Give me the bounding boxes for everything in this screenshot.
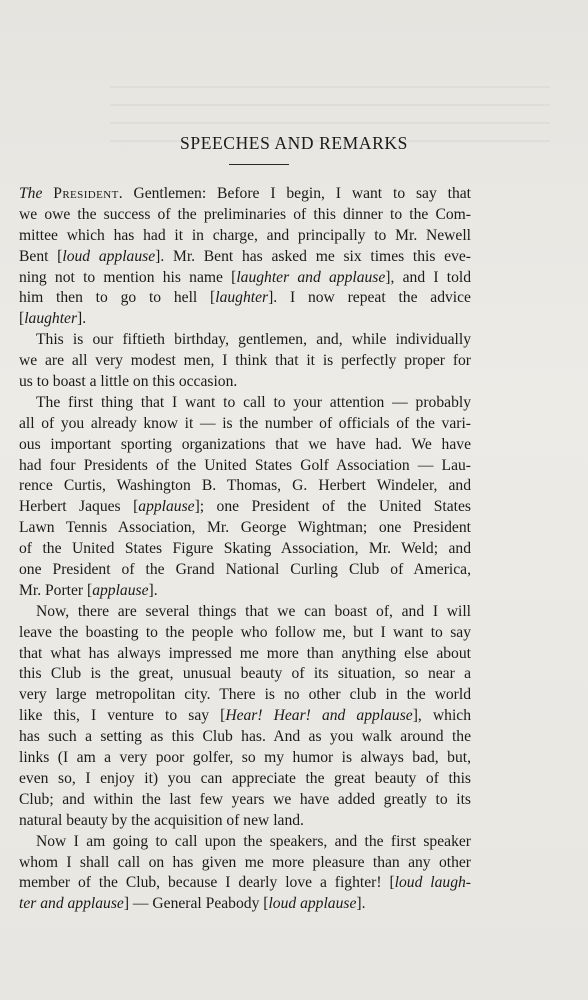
- italic-text: laughter: [215, 289, 269, 307]
- text-line: [19, 560, 471, 581]
- italic-text: loud applause: [62, 247, 156, 265]
- text-line: [19, 664, 471, 685]
- speaker-name: President: [53, 185, 119, 202]
- text-segment: we owe the success of the preliminaries of this dinner to the Com-: [19, 205, 471, 223]
- text-segment: Club; and within the last few years we have added greatly to its: [19, 790, 471, 808]
- text-line: [19, 497, 471, 518]
- text-segment: even so, I enjoy it) you can appreciate the great beauty of this: [19, 769, 471, 787]
- italic-text: ter and applause: [19, 895, 124, 913]
- text-segment: him then to go to hell [: [19, 289, 216, 307]
- text-segment: [42, 185, 53, 202]
- text-segment: natural beauty by the acquisition of new land.: [19, 811, 304, 829]
- text-segment: has such a setting as this Club has. And as you walk around the: [19, 728, 471, 746]
- text-line: [19, 894, 471, 915]
- italic-text: Hear! Hear! and applause: [225, 707, 413, 725]
- text-segment: This is our fiftieth birthday, gentlemen, and, while individually: [36, 331, 471, 349]
- text-line: [19, 685, 471, 706]
- text-line: [19, 247, 471, 268]
- text-segment: that what has always impressed me more than anything else about: [19, 644, 471, 662]
- text-segment: mittee which has had it in charge, and principally to Mr. Newell: [19, 226, 471, 244]
- text-line: [19, 456, 471, 477]
- italic-text: applause: [138, 498, 195, 516]
- text-line: [19, 811, 471, 832]
- text-segment: rence Curtis, Washington B. Thomas, G. Herbert Windeler, and: [19, 477, 471, 495]
- text-segment: Lawn Tennis Association, Mr. George Wightman; one President: [19, 519, 471, 537]
- text-segment: ], and I told: [385, 268, 471, 286]
- text-line: [19, 769, 471, 790]
- text-segment: ] — General Peabody [: [123, 895, 269, 913]
- text-segment: ning not to mention his name [: [19, 268, 237, 286]
- text-line: [19, 602, 471, 623]
- text-segment: like this, I venture to say [: [19, 707, 226, 725]
- text-line: [19, 873, 471, 894]
- text-segment: whom I shall call on has given me more pleasure than any other: [19, 853, 471, 871]
- text-line: [19, 476, 471, 497]
- speech-text: [19, 184, 471, 915]
- text-line: [19, 853, 471, 874]
- heading-rule: [229, 164, 289, 165]
- text-segment: ous important sporting organizations that we have had. We have: [19, 435, 471, 453]
- text-segment: us to boast a little on this occasion.: [19, 373, 238, 391]
- text-segment: The first thing that I want to call to your attention — probably: [36, 393, 471, 411]
- text-segment: Mr. Porter [: [19, 581, 93, 599]
- text-segment: had four Presidents of the United States Golf Association — Lau-: [19, 456, 471, 474]
- text-line: [19, 581, 471, 602]
- text-line: [19, 748, 471, 769]
- text-segment: ].: [148, 581, 158, 599]
- text-segment: ]. I now repeat the advice: [268, 289, 471, 307]
- text-line: [19, 372, 471, 393]
- italic-text: loud applause: [268, 895, 357, 913]
- text-line: [19, 706, 471, 727]
- text-line: [19, 351, 471, 372]
- text-line: [19, 330, 471, 351]
- text-segment: ]. Mr. Bent has asked me six times this eve-: [155, 247, 471, 265]
- text-segment: ].: [356, 895, 366, 913]
- text-line: [19, 644, 471, 665]
- text-segment: one President of the Grand National Curling Club of America,: [19, 561, 471, 579]
- italic-text: loud laugh-: [394, 874, 471, 892]
- text-line: [19, 790, 471, 811]
- text-segment: ].: [77, 310, 87, 328]
- italic-text: applause: [92, 581, 149, 599]
- italic-text: laughter and applause: [236, 268, 386, 286]
- text-segment: Herbert Jaques [: [19, 498, 139, 516]
- text-line: [19, 539, 471, 560]
- text-segment: all of you already know it — is the number of officials of the vari-: [19, 414, 471, 432]
- text-line: [19, 393, 471, 414]
- text-segment: member of the Club, because I dearly love a fighter! [: [19, 874, 395, 892]
- text-line: [19, 226, 471, 247]
- text-segment: Bent [: [19, 247, 63, 265]
- text-segment: we are all very modest men, I think that it is perfectly proper for: [19, 352, 471, 370]
- text-segment: . Gentlemen: Before I begin, I want to say that: [118, 185, 471, 202]
- italic-text: laughter: [24, 310, 78, 328]
- text-segment: ], which: [412, 707, 471, 725]
- text-segment: of the United States Figure Skating Association, Mr. Weld; and: [19, 540, 471, 558]
- text-line: [19, 435, 471, 456]
- text-line: [19, 832, 471, 853]
- text-segment: ]; one President of the United States: [194, 498, 471, 516]
- text-line: [19, 184, 471, 205]
- text-segment: very large metropolitan city. There is no other club in the world: [19, 686, 471, 704]
- text-line: [19, 727, 471, 748]
- text-line: [19, 518, 471, 539]
- text-line: [19, 309, 471, 330]
- text-segment: Now I am going to call upon the speakers, and the first speaker: [36, 832, 471, 850]
- text-line: [19, 288, 471, 309]
- text-segment: this Club is the great, unusual beauty of its situation, so near a: [19, 665, 471, 683]
- text-line: [19, 205, 471, 226]
- text-line: [19, 268, 471, 289]
- text-segment: [: [19, 310, 25, 328]
- text-segment: links (I am a very poor golfer, so my humor is always bad, but,: [19, 749, 471, 767]
- text-line: [19, 414, 471, 435]
- text-segment: leave the boasting to the people who follow me, but I want to say: [19, 623, 471, 641]
- chapter-heading: SPEECHES AND REMARKS: [180, 133, 408, 153]
- text-segment: Now, there are several things that we can boast of, and I will: [36, 602, 471, 620]
- italic-text: The: [19, 185, 43, 202]
- text-line: [19, 623, 471, 644]
